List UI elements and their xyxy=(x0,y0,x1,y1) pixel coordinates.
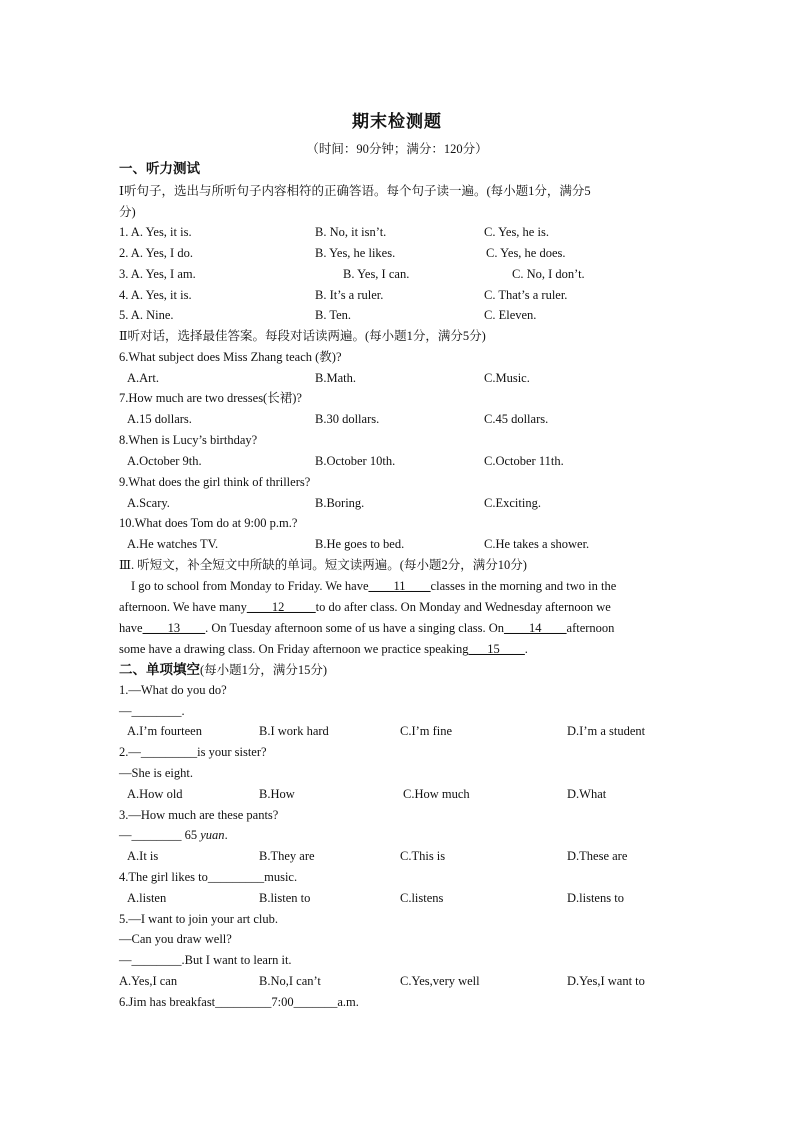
s2-q4-option-d: D.listens to xyxy=(567,891,624,905)
s1-q1-option-c: C. Yes, he is. xyxy=(484,225,549,239)
s1-q5-option-b: B. Ten. xyxy=(315,308,352,322)
s2-q4-option-c: C.listens xyxy=(400,891,444,905)
s1-q1-option-a: 1. A. Yes, it is. xyxy=(119,225,192,239)
s1-q3-option-a: 3. A. Yes, I am. xyxy=(119,267,196,281)
part1-instruction: Ⅰ听句子，选出与所听句子内容相符的正确答语。每个句子读一遍。(每小题1分，满分5 xyxy=(119,184,591,198)
passage-line-3 xyxy=(119,620,614,636)
passage-line-2 xyxy=(119,599,611,615)
s1-q3-option-c: C. No, I don’t. xyxy=(512,267,585,281)
s1-q10-option-a: A.He watches TV. xyxy=(127,537,219,551)
s1-q7-option-a: A.15 dollars. xyxy=(127,412,192,426)
s2-q2-option-c: C.How much xyxy=(403,787,470,801)
s2-q6-line1: 6.Jim has breakfast_________7:00_______a.m. xyxy=(119,995,359,1009)
s2-q3-line2-text: —________ 65 xyxy=(119,828,201,842)
s1-q9-option-b: B.Boring. xyxy=(315,496,365,510)
passage-text: afternoon xyxy=(566,621,615,635)
page-subtitle: （时间：90分钟；满分：120分） xyxy=(306,142,488,156)
s2-q3-line2 xyxy=(119,827,228,843)
s1-q10-question: 10.What does Tom do at 9:00 p.m.? xyxy=(119,516,298,530)
s1-q4-option-a: 4. A. Yes, it is. xyxy=(119,288,192,302)
s1-q9-option-c: C.Exciting. xyxy=(484,496,541,510)
s1-q5-option-c: C. Eleven. xyxy=(484,308,537,322)
s2-q5-line3: —________.But I want to learn it. xyxy=(119,953,292,967)
s1-q4-option-c: C. That’s a ruler. xyxy=(484,288,568,302)
s2-q1-option-c: C.I’m fine xyxy=(400,724,453,738)
s2-q3-yuan: yuan xyxy=(200,828,225,842)
passage-text: I go to school from Monday to Friday. We have xyxy=(131,579,369,593)
blank-11: ____11____ xyxy=(368,579,431,593)
s1-q4-option-b: B. It’s a ruler. xyxy=(315,288,384,302)
s2-q2-option-a: A.How old xyxy=(127,787,183,801)
s2-q5-line2: —Can you draw well? xyxy=(119,932,232,946)
s1-q2-option-b: B. Yes, he likes. xyxy=(315,246,396,260)
s2-q5-option-b: B.No,I can’t xyxy=(259,974,321,988)
page-title: 期末检测题 xyxy=(352,112,442,131)
blank-15: ___15____ xyxy=(468,642,525,656)
blank-13: ____13____ xyxy=(142,621,206,635)
passage-line-4 xyxy=(119,641,528,657)
s2-q2-line1: 2.—_________is your sister? xyxy=(119,745,267,759)
s2-q3-period: . xyxy=(224,828,228,842)
s2-q1-option-d: D.I’m a student xyxy=(567,724,646,738)
s1-q7-option-b: B.30 dollars. xyxy=(315,412,380,426)
s1-q6-option-c: C.Music. xyxy=(484,371,530,385)
passage-text: some have a drawing class. On Friday afternoon we practice speaking xyxy=(119,642,469,656)
section1-heading: 一、听力测试 xyxy=(119,161,200,176)
blank-14: ____14____ xyxy=(504,621,567,635)
s1-q7-question: 7.How much are two dresses(长裙)? xyxy=(119,391,302,405)
s2-q1-line2: —________. xyxy=(119,704,185,718)
s2-q5-option-a: A.Yes,I can xyxy=(119,974,178,988)
s2-q1-line1: 1.—What do you do? xyxy=(119,683,227,697)
passage-text: classes in the morning and two in the xyxy=(430,579,617,593)
s1-q9-question: 9.What does the girl think of thrillers? xyxy=(119,475,311,489)
s2-q3-option-c: C.This is xyxy=(400,849,446,863)
passage-line-1 xyxy=(131,578,616,594)
part2-instruction: Ⅱ听对话，选择最佳答案。每段对话读两遍。(每小题1分，满分5分) xyxy=(119,329,486,343)
s2-q3-line1: 3.—How much are these pants? xyxy=(119,808,279,822)
s2-q4-option-a: A.listen xyxy=(127,891,167,905)
passage-text: have xyxy=(119,621,143,635)
passage-text: afternoon. We have many xyxy=(119,600,247,614)
s1-q8-question: 8.When is Lucy’s birthday? xyxy=(119,433,258,447)
s1-q10-option-c: C.He takes a shower. xyxy=(484,537,590,551)
part1-instruction-cont: 分) xyxy=(119,205,136,219)
s1-q6-option-b: B.Math. xyxy=(315,371,356,385)
s1-q7-option-c: C.45 dollars. xyxy=(484,412,549,426)
s1-q3-option-b: B. Yes, I can. xyxy=(343,267,410,281)
s1-q5-option-a: 5. A. Nine. xyxy=(119,308,174,322)
passage-text: . xyxy=(524,642,528,656)
s2-q5-line1: 5.—I want to join your art club. xyxy=(119,912,278,926)
s1-q8-option-c: C.October 11th. xyxy=(484,454,564,468)
s2-q4-line1: 4.The girl likes to_________music. xyxy=(119,870,298,884)
s2-q1-option-a: A.I’m fourteen xyxy=(127,724,202,738)
blank-12: ____12_____ xyxy=(246,600,316,614)
s1-q6-option-a: A.Art. xyxy=(127,371,159,385)
s2-q2-line2: —She is eight. xyxy=(119,766,193,780)
s2-q4-option-b: B.listen to xyxy=(259,891,311,905)
s1-q9-option-a: A.Scary. xyxy=(127,496,170,510)
s2-q2-option-b: B.How xyxy=(259,787,295,801)
s1-q2-option-c: C. Yes, he does. xyxy=(486,246,566,260)
s2-q3-option-a: A.It is xyxy=(127,849,159,863)
s1-q8-option-b: B.October 10th. xyxy=(315,454,396,468)
s1-q1-option-b: B. No, it isn’t. xyxy=(315,225,387,239)
s1-q2-option-a: 2. A. Yes, I do. xyxy=(119,246,193,260)
s1-q8-option-a: A.October 9th. xyxy=(127,454,202,468)
s1-q10-option-b: B.He goes to bed. xyxy=(315,537,405,551)
s2-q2-option-d: D.What xyxy=(567,787,607,801)
passage-text: . On Tuesday afternoon some of us have a singing class. On xyxy=(205,621,505,635)
s2-q3-option-b: B.They are xyxy=(259,849,315,863)
section2-heading-row xyxy=(119,662,327,678)
part3-instruction: Ⅲ. 听短文，补全短文中所缺的单词。短文读两遍。(每小题2分，满分10分) xyxy=(119,558,527,572)
passage-text: to do after class. On Monday and Wednesday afternoon we xyxy=(315,600,611,614)
s2-q5-option-c: C.Yes,very well xyxy=(400,974,480,988)
section2-heading: 二、单项填空 xyxy=(119,662,200,677)
s2-q1-option-b: B.I work hard xyxy=(259,724,329,738)
s2-q5-option-d: D.Yes,I want to xyxy=(567,974,645,988)
section2-note: (每小题1分，满分15分) xyxy=(200,663,328,677)
s2-q3-option-d: D.These are xyxy=(567,849,628,863)
s1-q6-question: 6.What subject does Miss Zhang teach (教)? xyxy=(119,350,342,364)
